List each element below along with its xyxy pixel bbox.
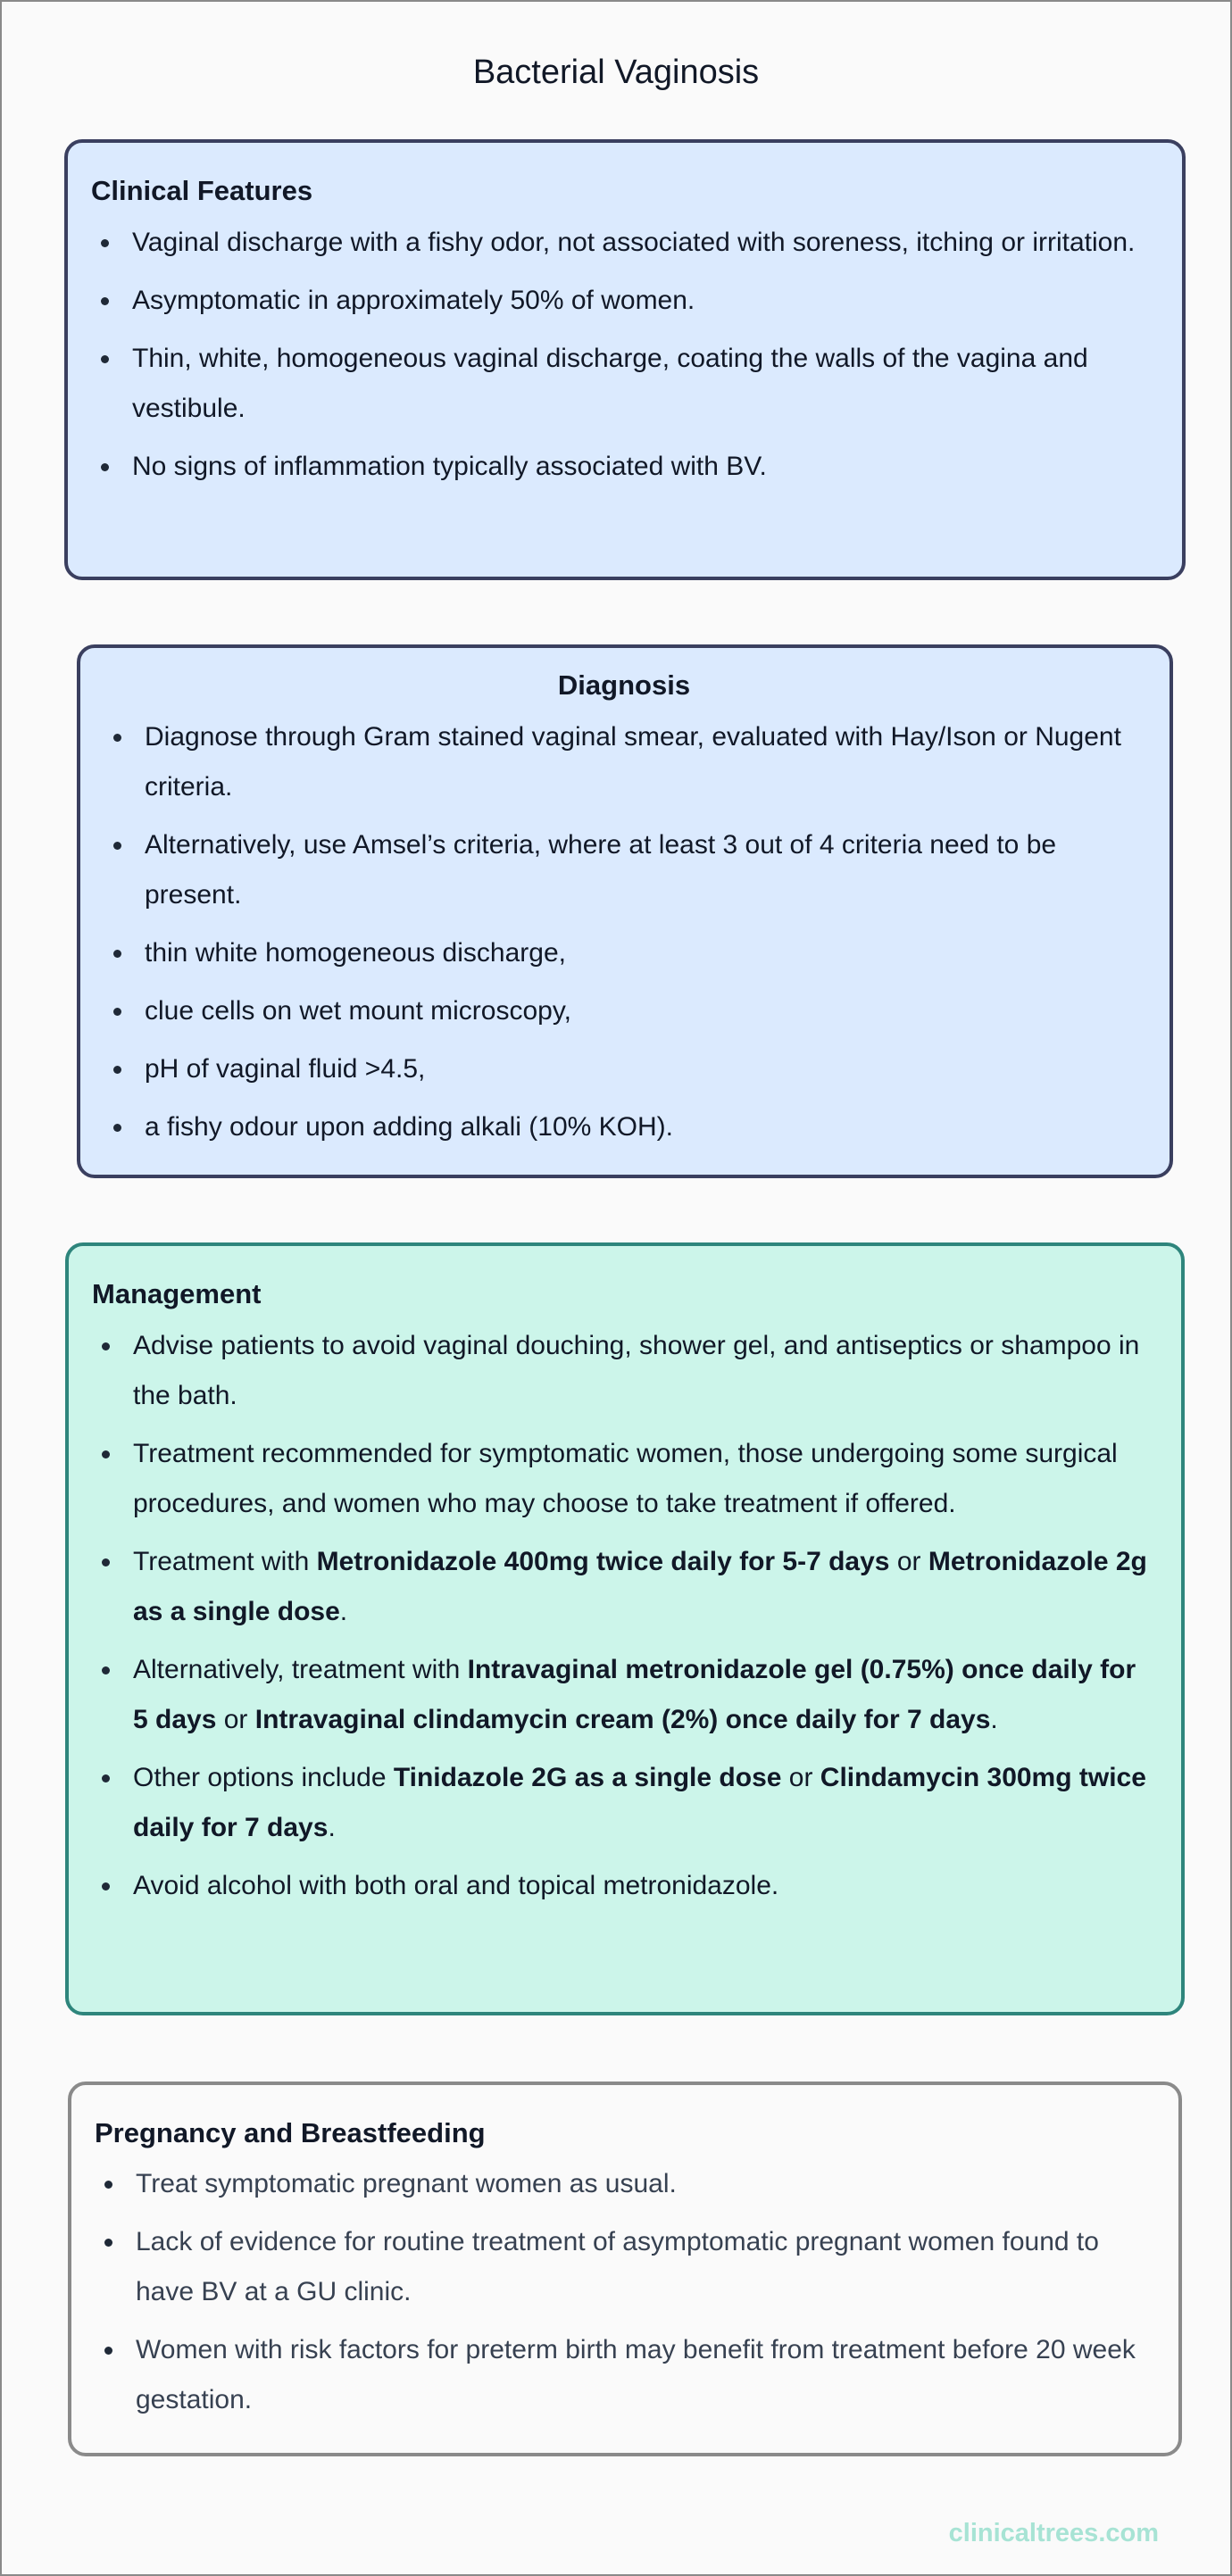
watermark-logo: clinicaltrees.com [948, 2519, 1159, 2547]
text-segment: Thin, white, homogeneous vaginal discharge, coating the walls of the vagina and vestibule. [132, 344, 1088, 423]
diagnosis-list [104, 712, 1145, 1152]
text-segment: . [990, 1705, 998, 1734]
text-segment: Treat symptomatic pregnant women as usual. [136, 2169, 677, 2198]
list-item [132, 276, 1157, 326]
list-item [136, 2325, 1153, 2425]
text-segment: or [216, 1705, 255, 1734]
pregnancy-card [68, 2082, 1182, 2456]
list-item [133, 1645, 1156, 1745]
text-segment: . [339, 1597, 348, 1626]
list-item [145, 712, 1145, 812]
bold-text: Intravaginal metronidazole gel (0.75%) once daily for 5 days [133, 1655, 1136, 1734]
bold-text: Clindamycin 300mg twice daily for 7 days [133, 1763, 1146, 1842]
text-segment: or [781, 1763, 820, 1792]
diagnosis-card [77, 644, 1173, 1178]
list-item [132, 218, 1157, 268]
text-segment: Alternatively, treatment with [133, 1655, 468, 1684]
text-segment: Treatment recommended for symptomatic women, those undergoing some surgical procedures, and women who may choose to take treatment if offered. [133, 1439, 1118, 1518]
management-heading: Management [92, 1278, 262, 1309]
text-segment: a fishy odour upon adding alkali (10% KOH). [145, 1112, 674, 1142]
text-segment: Other options include [133, 1763, 394, 1792]
clinical-features-list [91, 218, 1157, 492]
list-item [133, 1321, 1156, 1421]
pregnancy-heading: Pregnancy and Breastfeeding [95, 2117, 486, 2148]
text-segment: Alternatively, use Amsel’s criteria, where at least 3 out of 4 criteria need to be present. [145, 830, 1057, 910]
bold-text: Metronidazole 2g as a single dose [133, 1547, 1147, 1626]
list-item [145, 1102, 1145, 1152]
list-item [145, 1044, 1145, 1094]
clinical-features-card [64, 139, 1186, 580]
clinical-features-heading: Clinical Features [91, 175, 313, 206]
list-item [133, 1429, 1156, 1529]
text-segment: No signs of inflammation typically associated with BV. [132, 452, 767, 481]
management-list [92, 1321, 1156, 1911]
list-item [136, 2217, 1153, 2317]
text-segment: Treatment with [133, 1547, 317, 1576]
text-segment: Avoid alcohol with both oral and topical metronidazole. [133, 1871, 779, 1900]
diagnosis-heading: Diagnosis [557, 669, 691, 701]
list-item [145, 986, 1145, 1036]
text-segment: Asymptomatic in approximately 50% of women. [132, 286, 695, 315]
management-card [65, 1242, 1185, 2015]
text-segment: pH of vaginal fluid >4.5, [145, 1054, 426, 1084]
text-segment: Advise patients to avoid vaginal douching, shower gel, and antiseptics or shampoo in the bath. [133, 1331, 1140, 1410]
list-item [133, 1861, 1156, 1911]
list-item [132, 442, 1157, 492]
list-item [145, 820, 1145, 920]
list-item [136, 2159, 1153, 2209]
list-item [133, 1537, 1156, 1637]
pregnancy-list [95, 2159, 1153, 2425]
text-segment: Women with risk factors for preterm birth may benefit from treatment before 20 week gestation. [136, 2335, 1136, 2414]
list-item [132, 334, 1157, 434]
text-segment: or [889, 1547, 928, 1576]
text-segment: thin white homogeneous discharge, [145, 938, 566, 968]
bold-text: Intravaginal clindamycin cream (2%) once daily for 7 days [254, 1705, 991, 1734]
text-segment: Diagnose through Gram stained vaginal smear, evaluated with Hay/Ison or Nugent criteria. [145, 722, 1121, 802]
bold-text: Tinidazole 2G as a single dose [393, 1763, 782, 1792]
bold-text: Metronidazole 400mg twice daily for 5-7 days [316, 1547, 890, 1576]
list-item [133, 1753, 1156, 1853]
page-title: Bacterial Vaginosis [472, 54, 760, 91]
text-segment: clue cells on wet mount microscopy, [145, 996, 571, 1026]
text-segment: . [328, 1813, 336, 1842]
list-item [145, 928, 1145, 978]
text-segment: Lack of evidence for routine treatment of asymptomatic pregnant women found to have BV at a GU clinic. [136, 2227, 1099, 2306]
text-segment: Vaginal discharge with a fishy odor, not associated with soreness, itching or irritation. [132, 228, 1136, 257]
